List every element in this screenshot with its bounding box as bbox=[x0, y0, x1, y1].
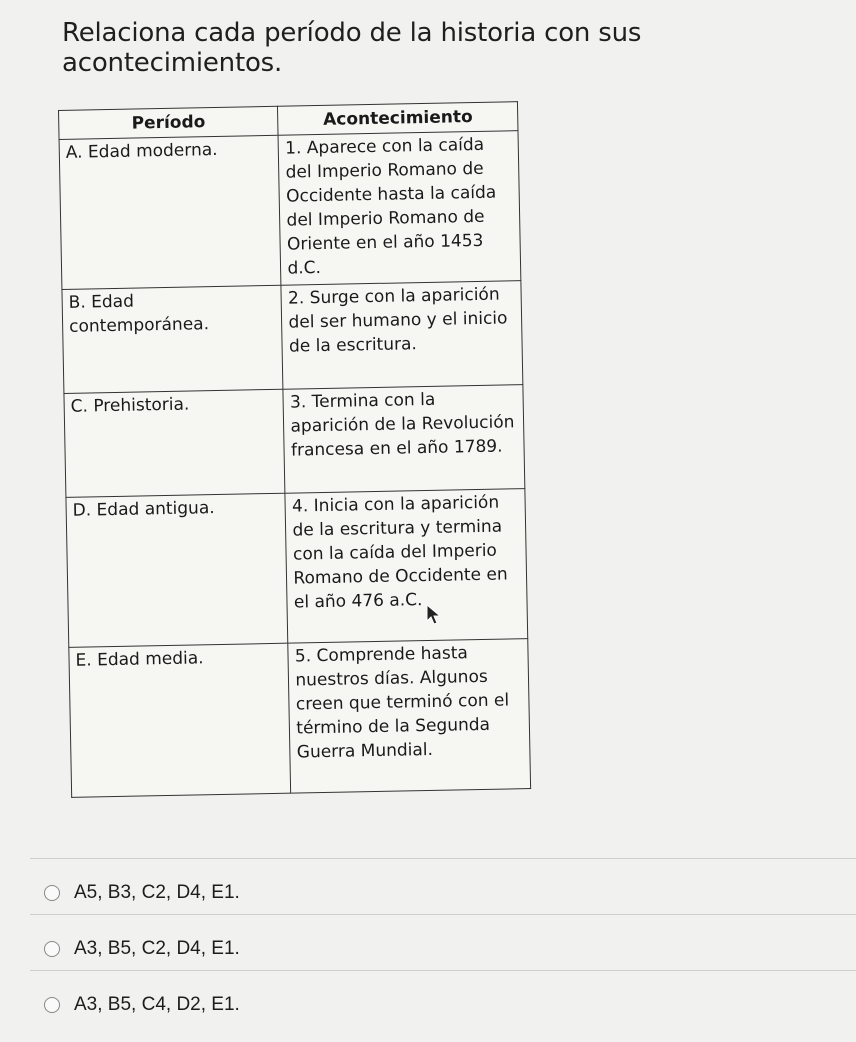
event-cell: 5. Comprende hasta nuestros días. Algunos creen que terminó con el término de la Segunda Guerra Mundial. bbox=[288, 639, 530, 794]
table-row bbox=[62, 281, 523, 394]
event-cell: 1. Aparece con la caída del Imperio Romano de Occidente hasta la caída del Imperio Romano de Oriente en el año 1453 d.C. bbox=[278, 131, 520, 286]
answer-option-3[interactable] bbox=[44, 994, 240, 1016]
divider bbox=[30, 970, 856, 971]
question-text: Relaciona cada período de la historia con sus acontecimientos. bbox=[62, 18, 642, 78]
history-table-container bbox=[58, 101, 531, 798]
mouse-pointer-icon bbox=[426, 604, 442, 626]
event-cell: 2. Surge con la aparición del ser humano y el inicio de la escritura. bbox=[281, 281, 523, 390]
answer-option-2[interactable] bbox=[44, 938, 240, 960]
answer-option-1[interactable] bbox=[44, 882, 240, 904]
header-event: Acontecimiento bbox=[278, 102, 518, 136]
option-label: A5, B3, C2, D4, E1. bbox=[74, 882, 240, 903]
option-label: A3, B5, C4, D2, E1. bbox=[74, 994, 240, 1015]
table-row bbox=[66, 489, 528, 648]
history-table bbox=[58, 101, 531, 798]
event-cell: 3. Termina con la aparición de la Revolución francesa en el año 1789. bbox=[283, 385, 525, 494]
divider bbox=[30, 858, 856, 859]
period-cell: A. Edad moderna. bbox=[59, 135, 281, 289]
period-cell: E. Edad media. bbox=[69, 643, 291, 797]
radio-button[interactable] bbox=[44, 885, 60, 901]
radio-button[interactable] bbox=[44, 997, 60, 1013]
header-period: Período bbox=[59, 106, 279, 139]
period-cell: B. Edad contemporánea. bbox=[62, 285, 283, 393]
table-row bbox=[64, 385, 525, 498]
period-cell: C. Prehistoria. bbox=[64, 389, 285, 497]
divider bbox=[30, 914, 856, 915]
table-row bbox=[69, 639, 531, 798]
table-row bbox=[59, 131, 521, 290]
option-label: A3, B5, C2, D4, E1. bbox=[74, 938, 240, 959]
radio-button[interactable] bbox=[44, 941, 60, 957]
period-cell: D. Edad antigua. bbox=[66, 493, 288, 647]
event-cell: 4. Inicia con la aparición de la escritura y termina con la caída del Imperio Romano de Occidente en el año 476 a.C. bbox=[285, 489, 527, 644]
